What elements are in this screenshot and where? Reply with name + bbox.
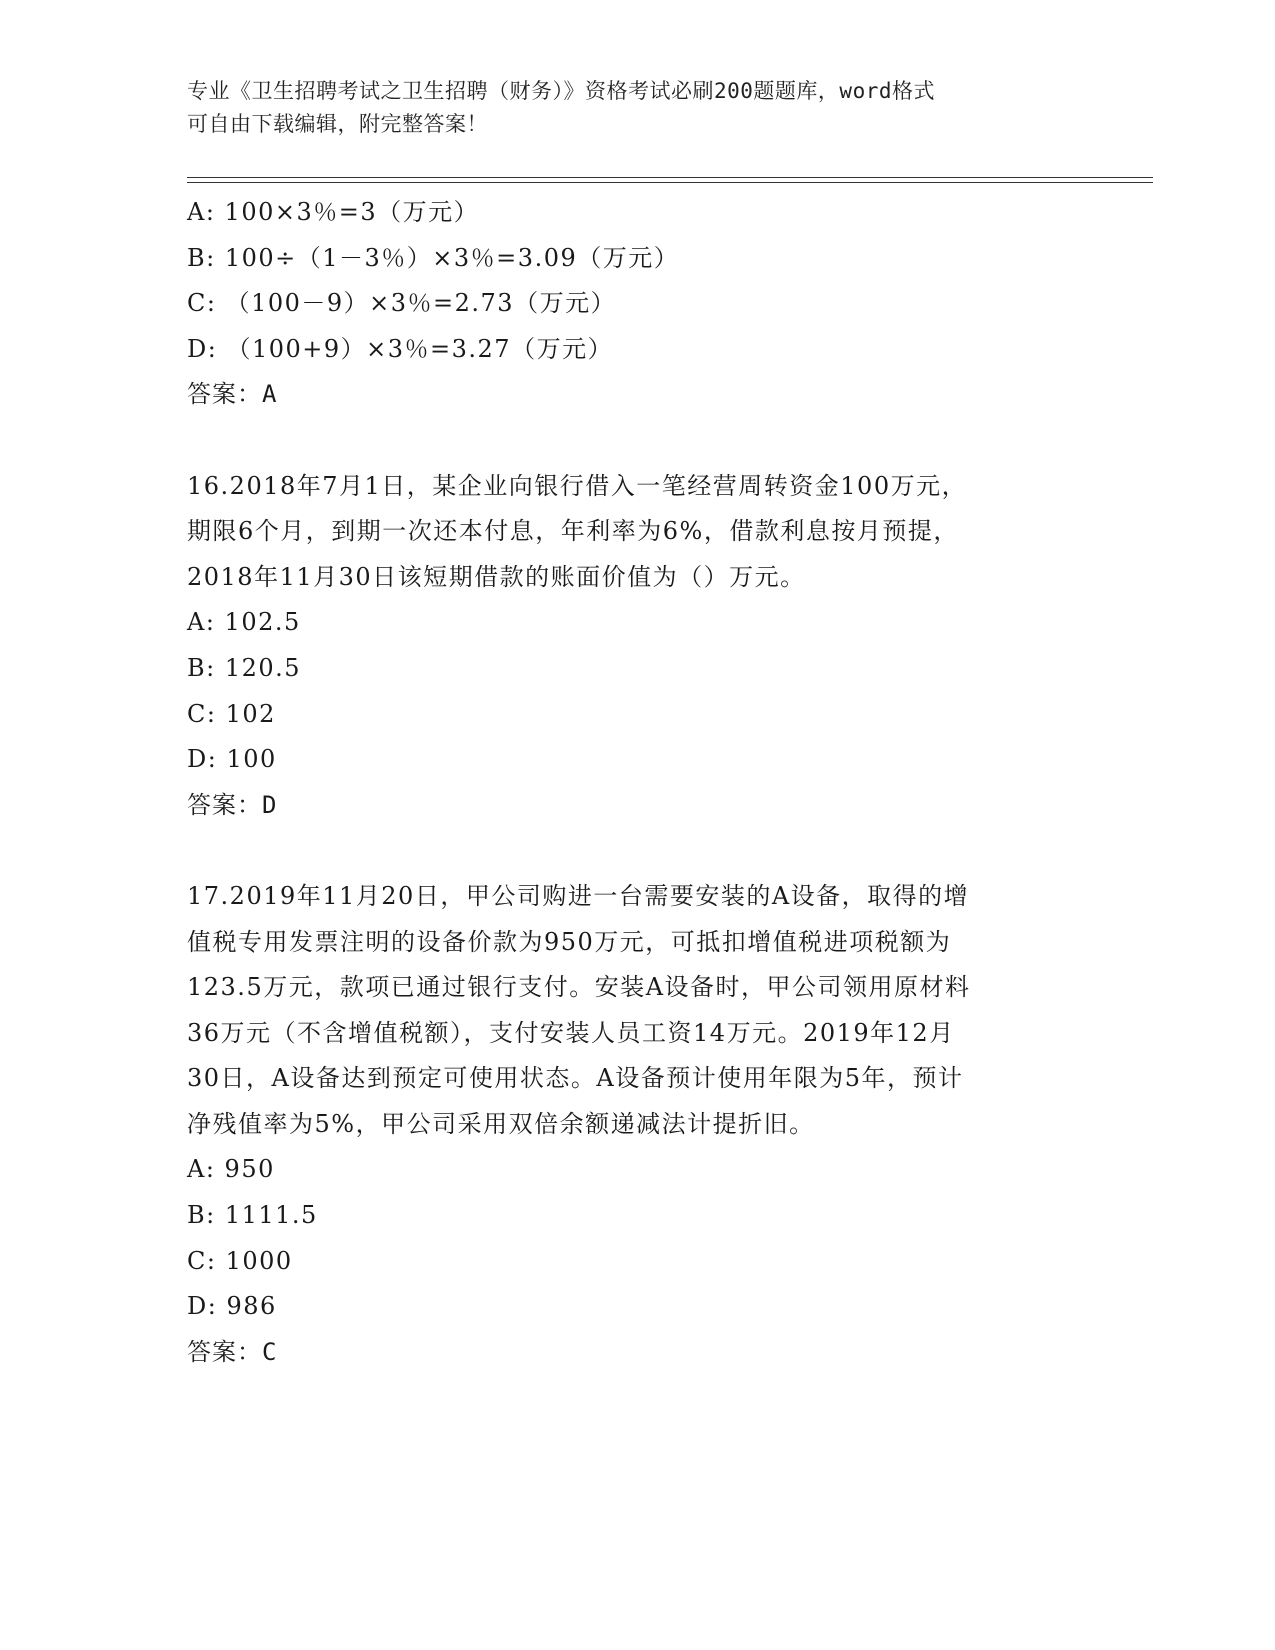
answer-value: C [262, 1337, 278, 1366]
option-d: D: 986 [187, 1292, 277, 1321]
question-stem-line: 净残值率为5%，甲公司采用双倍余额递减法计提折旧。 [187, 1109, 815, 1138]
answer-line [187, 372, 1087, 418]
document-header [187, 75, 1087, 141]
option-a: A: 950 [187, 1155, 275, 1184]
question-stem-line: 值税专用发票注明的设备价款为950万元，可抵扣增值税进项税额为 [187, 927, 952, 956]
option-c: C: （100－9）×3％=2.73（万元） [187, 289, 617, 318]
answer-label: 答案： [187, 1337, 262, 1366]
question-content [187, 190, 1087, 1375]
question-stem-line: 30日，A设备达到预定可使用状态。A设备预计使用年限为5年，预计 [187, 1064, 964, 1093]
header-divider-top [187, 177, 1153, 178]
question-spacer [187, 418, 1087, 464]
question-stem-line: 17.2019年11月20日，甲公司购进一台需要安装的A设备，取得的增 [187, 881, 970, 910]
question-stem-line: 2018年11月30日该短期借款的账面价值为（）万元。 [187, 562, 806, 591]
question-stem-line: 123.5万元，款项已通过银行支付。安装A设备时，甲公司领用原材料 [187, 973, 971, 1002]
header-title-line-2: 可自由下载编辑，附完整答案！ [187, 112, 488, 136]
header-title-line-1: 专业《卫生招聘考试之卫生招聘（财务）》资格考试必刷200题题库，word格式 [187, 79, 935, 103]
question-16 [187, 464, 1087, 829]
option-c: C: 1000 [187, 1246, 293, 1275]
option-b: B: 100÷（1－3％）×3％=3.09（万元） [187, 243, 680, 272]
header-divider-bottom [187, 182, 1153, 183]
answer-label: 答案： [187, 790, 262, 819]
question-15 [187, 190, 1087, 418]
answer-line [187, 1330, 1087, 1376]
question-17 [187, 874, 1087, 1376]
option-d: D: （100+9）×3％=3.27（万元） [187, 334, 614, 363]
question-stem-line: 期限6个月，到期一次还本付息，年利率为6%，借款利息按月预提， [187, 517, 959, 546]
question-stem-line: 16.2018年7月1日，某企业向银行借入一笔经营周转资金100万元， [187, 471, 968, 500]
question-stem-line: 36万元（不含增值税额），支付安装人员工资14万元。2019年12月 [187, 1018, 955, 1047]
option-b: B: 120.5 [187, 653, 302, 682]
answer-label: 答案： [187, 380, 262, 409]
option-c: C: 102 [187, 699, 276, 728]
option-b: B: 1111.5 [187, 1201, 318, 1230]
option-a: A: 102.5 [187, 608, 301, 637]
question-spacer [187, 828, 1087, 874]
option-d: D: 100 [187, 745, 277, 774]
answer-line [187, 783, 1087, 829]
answer-value: D [262, 790, 278, 819]
answer-value: A [262, 380, 278, 409]
option-a: A: 100×3％=3（万元） [187, 198, 480, 226]
